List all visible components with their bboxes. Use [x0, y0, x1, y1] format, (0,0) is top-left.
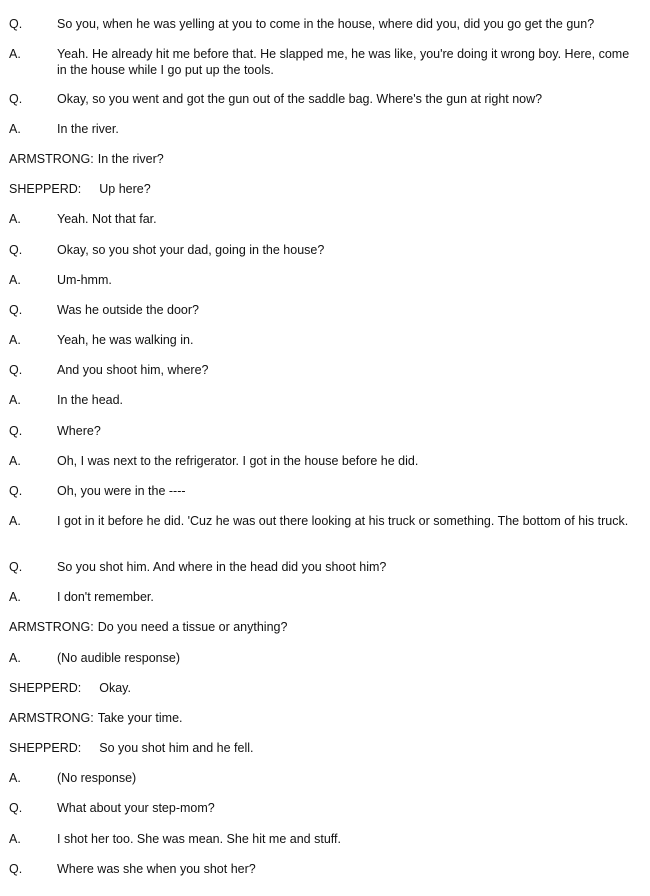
speaker-label: A.	[9, 122, 21, 136]
line-text: Um-hmm.	[57, 273, 112, 287]
line-text: Up here?	[99, 182, 151, 196]
line-text: So you shot him. And where in the head did you shoot him?	[57, 560, 387, 574]
line-text: In the head.	[57, 393, 124, 407]
line-text: Was he outside the door?	[57, 303, 199, 317]
speaker-label: A.	[9, 333, 21, 347]
speaker-label: A.	[9, 47, 21, 61]
speaker-label: Q.	[9, 17, 23, 31]
speaker-label: A.	[9, 454, 21, 468]
line-text: I don't remember.	[57, 590, 154, 604]
speaker-label: Q.	[9, 243, 23, 257]
line-text: Okay, so you shot your dad, going in the house?	[57, 243, 325, 257]
speaker-label: SHEPPERD:	[9, 182, 82, 196]
line-text: Okay.	[99, 681, 131, 695]
speaker-label: Q.	[9, 303, 23, 317]
line-text: Yeah. He already hit me before that. He slapped me, he was like, you're doing it wrong boy. Here, come in the house while I go put up the tools.	[57, 47, 630, 77]
transcript-line	[0, 619, 650, 635]
speaker-label: ARMSTRONG:	[9, 152, 94, 166]
line-text: Where?	[57, 424, 101, 438]
speaker-label: A.	[9, 771, 21, 785]
line-text: (No response)	[57, 771, 137, 785]
line-text: In the river?	[97, 152, 164, 166]
speaker-label: A.	[9, 832, 21, 846]
speaker-label: Q.	[9, 560, 23, 574]
speaker-label: A.	[9, 212, 21, 226]
speaker-label: A.	[9, 651, 21, 665]
line-text: Take your time.	[97, 711, 183, 725]
line-text: I shot her too. She was mean. She hit me and stuff.	[57, 832, 341, 846]
speaker-label: Q.	[9, 363, 23, 377]
transcript-line	[0, 181, 650, 197]
line-text: Okay, so you went and got the gun out of the saddle bag. Where's the gun at right now?	[57, 92, 543, 106]
line-text: Oh, I was next to the refrigerator. I got in the house before he did.	[57, 454, 419, 468]
speaker-label: ARMSTRONG:	[9, 620, 94, 634]
speaker-label: Q.	[9, 801, 23, 815]
line-text: What about your step-mom?	[57, 801, 215, 815]
transcript-line	[0, 710, 650, 726]
transcript-line	[0, 680, 650, 696]
line-text: In the river.	[57, 122, 119, 136]
line-text: Yeah. Not that far.	[57, 212, 157, 226]
speaker-label: ARMSTRONG:	[9, 711, 94, 725]
transcript-line	[0, 740, 650, 756]
line-text: So you, when he was yelling at you to come in the house, where did you, did you go get the gun?	[57, 17, 595, 31]
line-text: I got in it before he did. 'Cuz he was out there looking at his truck or something. The bottom of his truck.	[57, 514, 629, 528]
speaker-label: A.	[9, 393, 21, 407]
line-text: Where was she when you shot her?	[57, 862, 256, 876]
speaker-label: SHEPPERD:	[9, 741, 82, 755]
speaker-label: Q.	[9, 424, 23, 438]
line-text: And you shoot him, where?	[57, 363, 209, 377]
speaker-label: Q.	[9, 92, 23, 106]
line-text: Oh, you were in the ----	[57, 484, 186, 498]
speaker-label: A.	[9, 273, 21, 287]
speaker-label: A.	[9, 514, 21, 528]
line-text: (No audible response)	[57, 651, 180, 665]
line-text: Do you need a tissue or anything?	[97, 620, 288, 634]
speaker-label: SHEPPERD:	[9, 681, 82, 695]
transcript-line	[0, 151, 650, 167]
speaker-label: Q.	[9, 484, 23, 498]
line-text: Yeah, he was walking in.	[57, 333, 194, 347]
speaker-label: Q.	[9, 862, 23, 876]
line-text: So you shot him and he fell.	[99, 741, 254, 755]
speaker-label: A.	[9, 590, 21, 604]
